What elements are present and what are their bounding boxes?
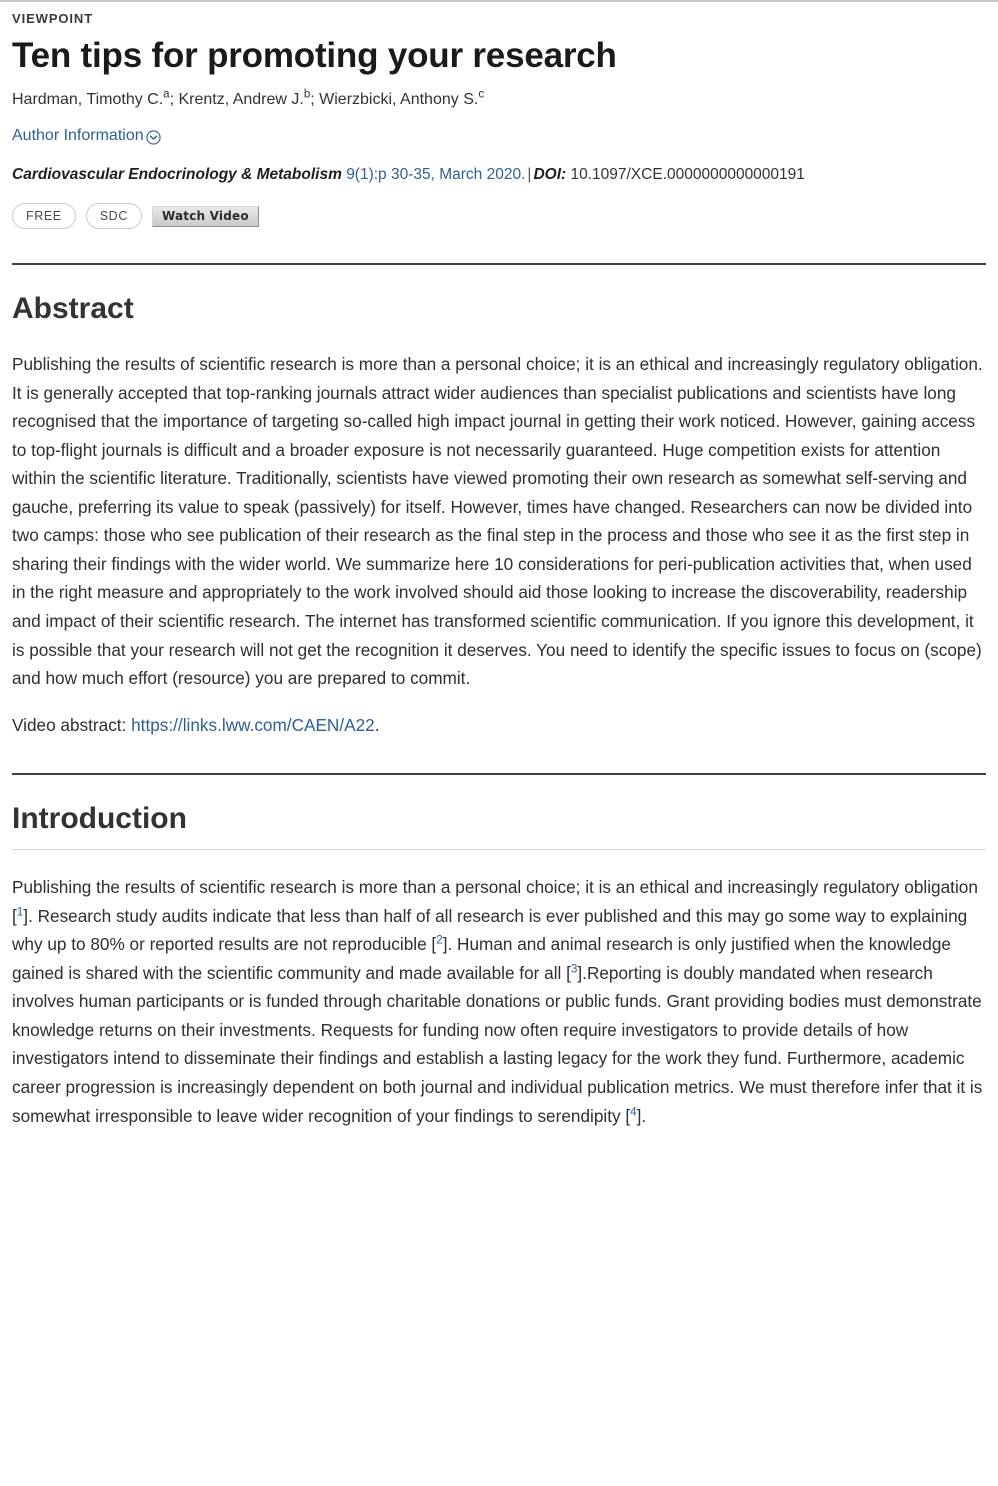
video-abstract-link[interactable]: https://links.lww.com/CAEN/A22 (131, 714, 375, 735)
paragraph-text: ].Reporting is doubly mandated when research involves human participants or is funded through charitable donations or public funds. Grant providing bodies must demonstrate knowledge returns on their investments. Requests for funding now often require investigators to provide details of how investigators intend to disseminate their findings and establish a lasting legacy for the work they fund. Furthermore, academic career progression is increasingly dependent on both journal and individual publication metrics. We must therefore infer that it is somewhat irresponsible to leave wider recognition of your findings to serendipity [ (12, 962, 983, 1126)
doi-value: 10.1097/XCE.0000000000000191 (570, 166, 805, 184)
author-separator: ; (310, 91, 320, 109)
author-information-row (12, 127, 986, 145)
article-header (12, 11, 986, 229)
author-entry (178, 88, 320, 109)
sdc-badge[interactable]: SDC (86, 203, 142, 229)
author-separator: ; (169, 91, 179, 109)
introduction-paragraph (12, 873, 986, 1130)
author-information-toggle[interactable] (12, 127, 161, 145)
paragraph-text: ]. Research study audits indicate that less than half of all research is ever published and this may go some way to explaining why up to 80% or reported results are not reproducible [ (12, 905, 968, 955)
author-entry (12, 88, 179, 109)
watch-video-button[interactable]: Watch Video (152, 206, 259, 227)
citation (12, 164, 986, 186)
doi-label: DOI: (533, 166, 567, 184)
page-title: Ten tips for promoting your research (12, 35, 617, 75)
introduction-section-divider (12, 773, 986, 775)
chevron-down-circle-icon (146, 130, 161, 145)
author-name: Krentz, Andrew J. (178, 91, 304, 109)
abstract-section (12, 291, 986, 739)
abstract-heading: Abstract (12, 292, 134, 326)
journal-name: Cardiovascular Endocrinology & Metabolism (12, 166, 342, 184)
free-badge[interactable]: FREE (12, 203, 76, 229)
introduction-heading-underline (12, 849, 986, 850)
introduction-heading: Introduction (12, 802, 187, 836)
introduction-section (12, 801, 986, 1130)
paragraph-text: Publishing the results of scientific research is more than a personal choice; it is an ethical and increasingly regulatory obligation [ (12, 877, 978, 926)
abstract-section-divider (12, 263, 986, 265)
author-list (12, 88, 986, 111)
issue-link[interactable]: 9(1):p 30-35, March 2020. (346, 166, 526, 184)
author-entry (319, 88, 485, 109)
author-information-label: Author Information (12, 127, 144, 145)
author-affiliation-marker: c (478, 88, 485, 101)
reference-marker: 4 (630, 1104, 637, 1118)
video-abstract-line (12, 711, 986, 740)
author-name: Hardman, Timothy C. (12, 91, 164, 109)
paragraph-text: ]. Human and animal research is only justified when the knowledge gained is shared with the scientific community and made available for all [ (12, 934, 951, 983)
article-type-label: VIEWPOINT (12, 11, 94, 26)
video-abstract-trailing: . (374, 714, 380, 735)
top-border (0, 0, 998, 2)
badge-row (12, 203, 986, 229)
abstract-paragraph: Publishing the results of scientific research is more than a personal choice; it is an ethical and increasingly regulatory obligation. It is generally accepted that top-ranking journals attract wider audiences than specialist publications and scientists have long recognised that the importance of targeting so-called high impact journal in getting their work noticed. However, gaining access to top-flight journals is difficult and a broader exposure is not necessarily guaranteed. Huge competition exists for attention within the scientific literature. Traditionally, scientists have viewed promoting their own research as somewhat self-serving and gauche, preferring its value to speak (passively) for itself. However, times have changed. Researchers can now be divided into two camps: those who see publication of their research as the final step in the process and those who see it as the first step in sharing their findings with the wider world. We summarize here 10 considerations for peri-publication activities that, when used in the right measure and appropriately to the work involved should aid those looking to increase the discoverability, readership and impact of their scientific research. The internet has transformed scientific communication. If you ignore this development, it is possible that your research will not get the recognition it deserves. You need to identify the specific issues to focus on (scope) and how much effort (resource) you are prepared to commit. (12, 354, 983, 689)
reference-marker: 2 (436, 933, 443, 947)
author-affiliation-marker: a (163, 88, 170, 101)
video-abstract-label: Video abstract: (12, 714, 127, 735)
reference-marker: 1 (16, 904, 24, 918)
citation-separator: | (527, 166, 532, 184)
paragraph-text: ]. (636, 1105, 647, 1126)
author-affiliation-marker: b (303, 88, 311, 101)
reference-marker: 3 (570, 962, 578, 976)
author-name: Wierzbicki, Anthony S. (319, 91, 479, 109)
